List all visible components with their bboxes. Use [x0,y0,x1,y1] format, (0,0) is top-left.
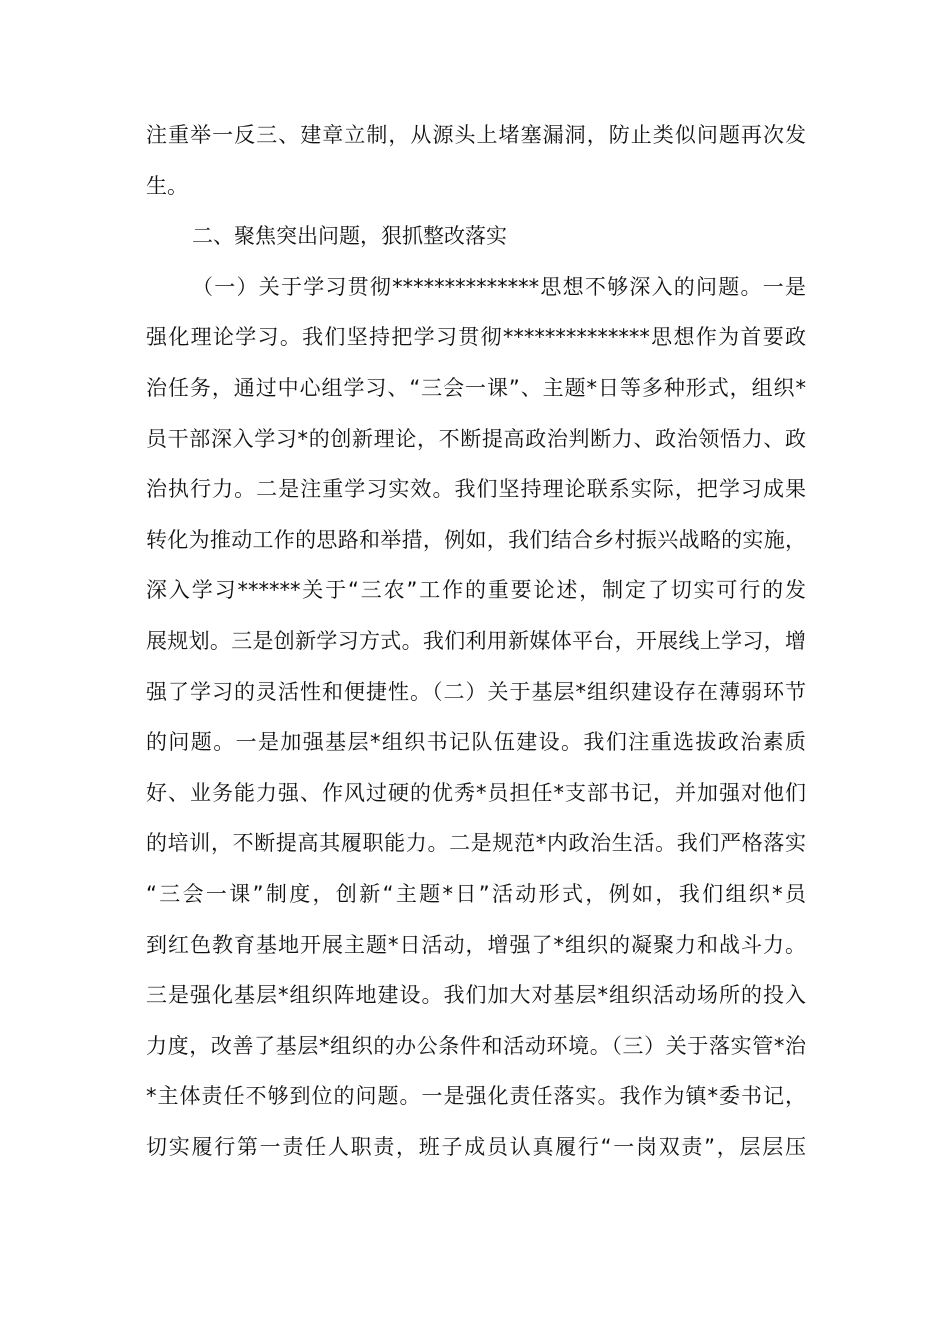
text-line: 深入学习******关于“三农”工作的重要论述，制定了切实可行的发 [146,578,806,603]
text-line: 三是强化基层*组织阵地建设。我们加大对基层*组织活动场所的投入 [146,983,806,1008]
text-line: 到红色教育基地开展主题*日活动，增强了*组织的凝聚力和战斗力。 [146,932,806,957]
text-line: 的培训，不断提高其履职能力。二是规范*内政治生活。我们严格落实 [146,831,806,856]
text-line: 的问题。一是加强基层*组织书记队伍建设。我们注重选拔政治素质 [146,730,806,755]
text-line: 展规划。三是创新学习方式。我们利用新媒体平台，开展线上学习，增 [146,628,806,653]
text-line: 注重举一反三、建章立制，从源头上堵塞漏洞，防止类似问题再次发 [146,123,806,147]
text-line: 转化为推动工作的思路和举措，例如，我们结合乡村振兴战略的实施， [146,527,806,552]
section-heading [146,219,806,270]
paragraph-body [146,270,806,1181]
document-body [146,118,806,1180]
text-line: 切实履行第一责任人职责，班子成员认真履行“一岗双责”，层层压 [146,1134,806,1159]
text-line: 治任务，通过中心组学习、“三会一课”、主题*日等多种形式，组织* [146,375,806,400]
text-line: 强化理论学习。我们坚持把学习贯彻**************思想作为首要政 [146,325,806,350]
text-line: 好、业务能力强、作风过硬的优秀*员担任*支部书记，并加强对他们 [146,780,806,805]
section-heading-text: 二、聚焦突出问题，狠抓整改落实 [192,224,507,249]
text-line: （一）关于学习贯彻**************思想不够深入的问题。一是 [192,274,806,299]
text-line: 生。 [146,173,188,198]
text-line: 治执行力。二是注重学习实效。我们坚持理论联系实际，把学习成果 [146,477,806,502]
text-line: 员干部深入学习*的创新理论，不断提高政治判断力、政治领悟力、政 [146,426,806,451]
text-line: *主体责任不够到位的问题。一是强化责任落实。我作为镇*委书记， [146,1084,806,1109]
text-line: “三会一课”制度，创新“主题*日”活动形式，例如，我们组织*员 [146,881,806,906]
text-line: 力度，改善了基层*组织的办公条件和活动环境。（三）关于落实管*治 [146,1033,806,1058]
text-line: 强了学习的灵活性和便捷性。（二）关于基层*组织建设存在薄弱环节 [146,679,806,704]
paragraph-continuation [146,118,806,219]
